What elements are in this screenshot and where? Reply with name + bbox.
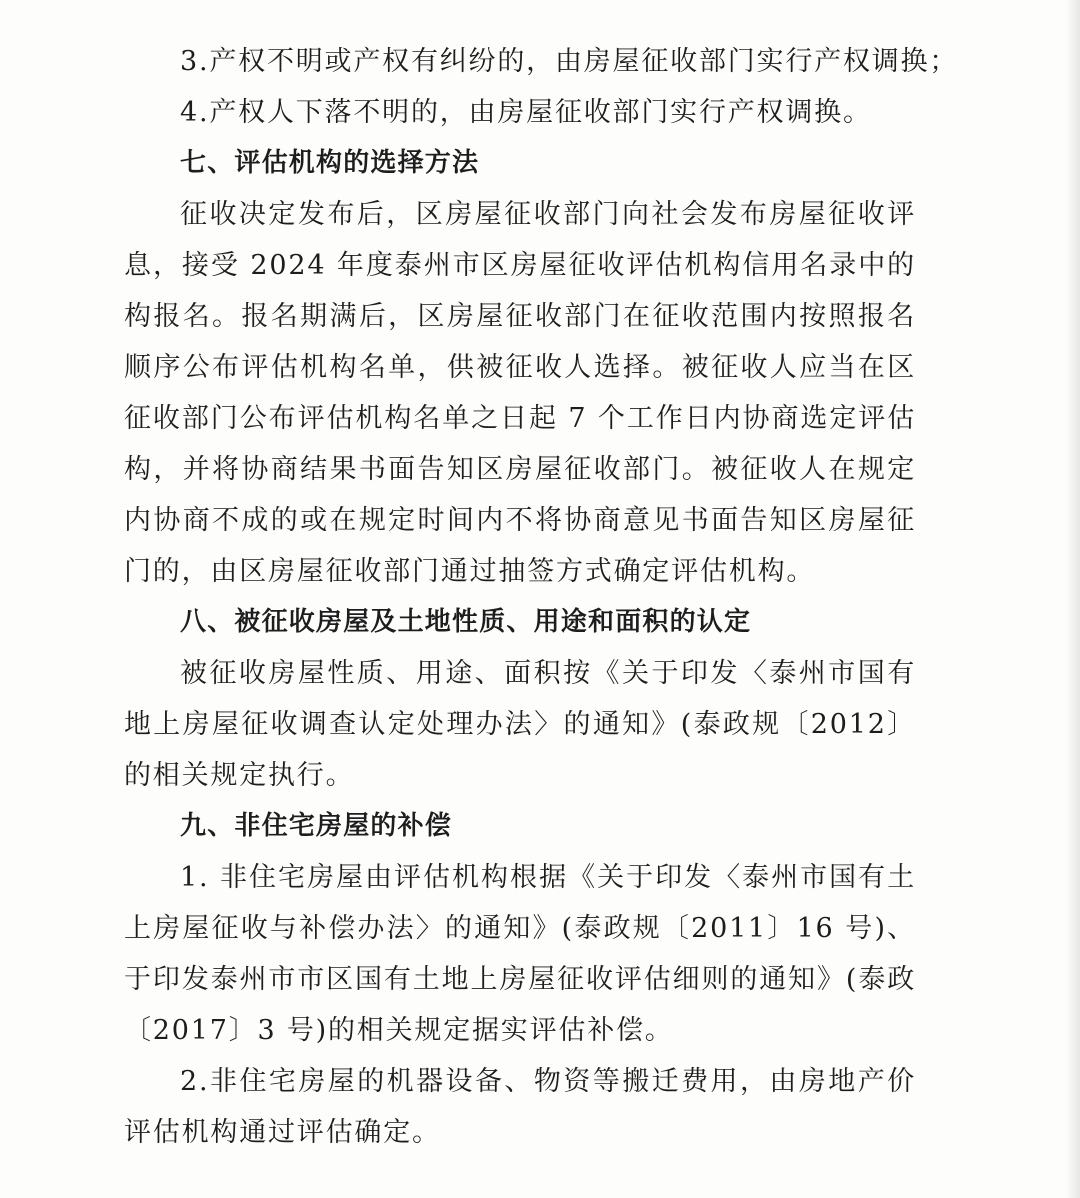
paragraph-line: 构，并将协商结果书面告知区房屋征收部门。被征收人在规定 bbox=[124, 454, 916, 485]
paragraph-line: 征收决定发布后，区房屋征收部门向社会发布房屋征收评 bbox=[180, 199, 916, 230]
document-body bbox=[124, 36, 959, 1158]
paragraph-line: 〔2017〕3 号)的相关规定据实评估补偿。 bbox=[124, 1015, 674, 1046]
section-heading-7: 七、评估机构的选择方法 bbox=[180, 148, 480, 178]
paragraph-line: 构报名。报名期满后，区房屋征收部门在征收范围内按照报名 bbox=[124, 301, 916, 332]
paragraph-line: 内协商不成的或在规定时间内不将协商意见书面告知区房屋征 bbox=[124, 505, 916, 536]
page-edge-shadow bbox=[1066, 0, 1080, 1198]
paragraph-line: 门的，由区房屋征收部门通过抽签方式确定评估机构。 bbox=[124, 556, 816, 587]
paragraph-line: 评估机构通过评估确定。 bbox=[124, 1117, 441, 1148]
paragraph-line: 息，接受 2024 年度泰州市区房屋征收评估机构信用名录中的 bbox=[124, 250, 916, 281]
paragraph-line: 的相关规定执行。 bbox=[124, 760, 355, 791]
section-heading-9: 九、非住宅房屋的补偿 bbox=[180, 811, 453, 841]
paragraph-line: 于印发泰州市市区国有土地上房屋征收评估细则的通知》(泰政 bbox=[124, 964, 916, 995]
paragraph-line: 顺序公布评估机构名单，供被征收人选择。被征收人应当在区 bbox=[124, 352, 916, 383]
paragraph-line: 征收部门公布评估机构名单之日起 7 个工作日内协商选定评估 bbox=[124, 403, 916, 434]
paragraph-line: 被征收房屋性质、用途、面积按《关于印发〈泰州市国有 bbox=[180, 658, 916, 689]
list-item-3: 3.产权不明或产权有纠纷的，由房屋征收部门实行产权调换； bbox=[180, 46, 959, 77]
paragraph-line: 地上房屋征收调查认定处理办法〉的通知》(泰政规〔2012〕 bbox=[124, 709, 916, 740]
list-item-4: 4.产权人下落不明的，由房屋征收部门实行产权调换。 bbox=[180, 97, 872, 128]
paragraph-line: 上房屋征收与补偿办法〉的通知》(泰政规〔2011〕16 号)、 bbox=[124, 913, 916, 944]
paragraph-line: 1. 非住宅房屋由评估机构根据《关于印发〈泰州市国有土 bbox=[180, 862, 916, 893]
paragraph-line: 2.非住宅房屋的机器设备、物资等搬迁费用，由房地产价 bbox=[180, 1066, 916, 1097]
section-heading-8: 八、被征收房屋及土地性质、用途和面积的认定 bbox=[180, 607, 752, 637]
